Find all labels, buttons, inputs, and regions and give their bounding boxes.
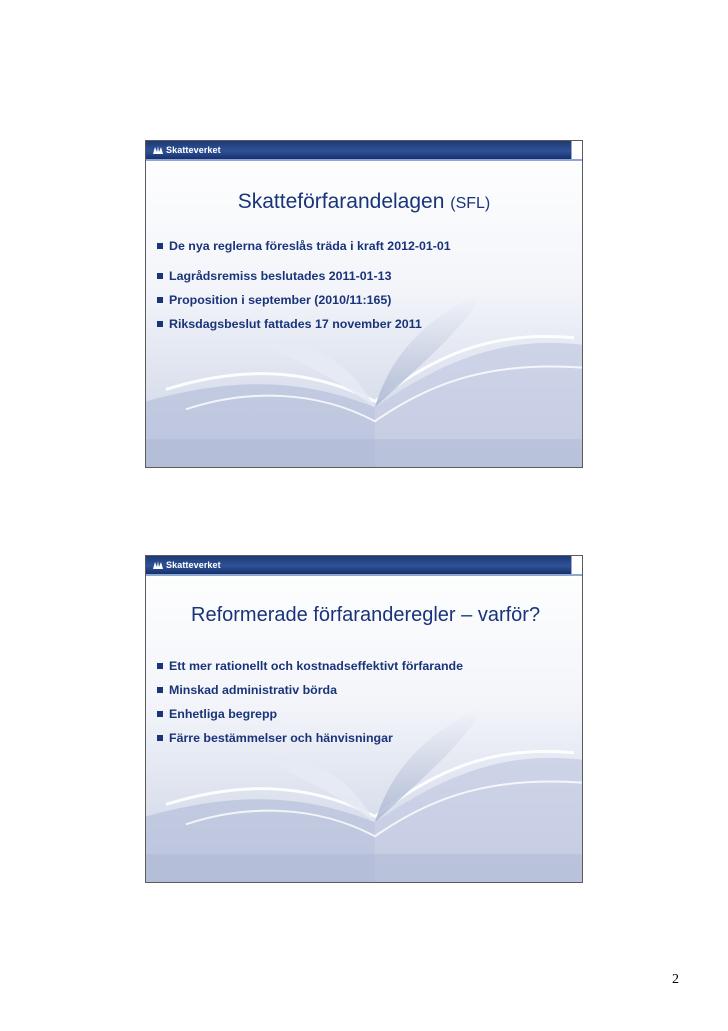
bullet-item: Proposition i september (2010/11:165) (156, 292, 451, 316)
slide-2 (145, 555, 583, 883)
bullet-item: De nya reglerna föreslås träda i kraft 2012-01-01 (156, 238, 451, 262)
slide-title-main: Skatteförfarandelagen (237, 190, 445, 213)
skatteverket-logo (152, 559, 221, 571)
bullet-square-icon (157, 663, 163, 669)
logo-text: Skatteverket (166, 560, 221, 570)
bullet-item: Minskad administrativ börda (156, 682, 463, 706)
skatteverket-logo (152, 144, 221, 156)
slide-title-suffix: (SFL) (450, 195, 491, 212)
slide-title (146, 190, 582, 214)
bullet-square-icon (157, 735, 163, 741)
slide-title (191, 604, 540, 627)
slide-1 (145, 140, 583, 468)
bullet-item: Färre bestämmelser och hänvisningar (156, 730, 463, 754)
header-corner-box (571, 556, 582, 574)
slide-title-main: Reformerade förfaranderegler – varför? (191, 604, 541, 626)
bullet-item: Enhetliga begrepp (156, 706, 463, 730)
bullet-square-icon (157, 321, 163, 327)
bullet-item: Riksdagsbeslut fattades 17 november 2011 (156, 316, 451, 340)
bullet-square-icon (157, 273, 163, 279)
header-corner-box (571, 141, 582, 159)
logo-text: Skatteverket (166, 145, 221, 155)
bullet-item: Lagrådsremiss beslutades 2011-01-13 (156, 268, 451, 292)
crown-logo-icon (152, 144, 164, 156)
bullet-square-icon (157, 243, 163, 249)
bullet-square-icon (157, 711, 163, 717)
page-number: 2 (672, 972, 679, 987)
bullet-item: Ett mer rationellt och kostnadseffektivt förfarande (156, 658, 463, 682)
header-divider (146, 159, 582, 161)
header-divider (146, 574, 582, 576)
bullet-square-icon (157, 687, 163, 693)
crown-logo-icon (152, 559, 164, 571)
bullet-list (156, 238, 451, 340)
bullet-square-icon (157, 297, 163, 303)
bullet-list (156, 658, 463, 754)
